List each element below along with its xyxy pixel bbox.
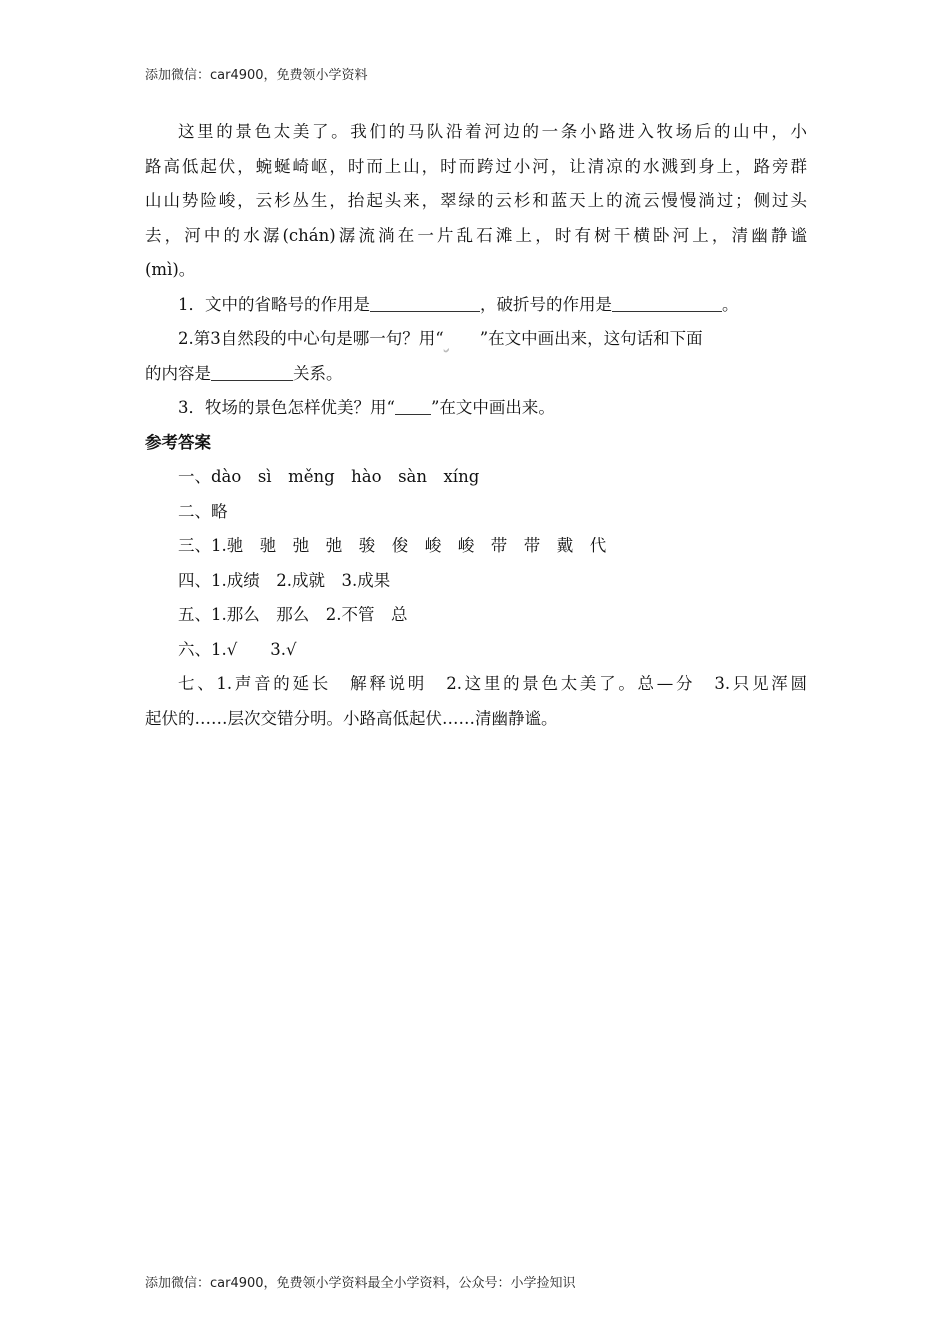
answer-line: 五、1.那么 那么 2.不管 总 [178, 605, 408, 624]
question-text: 。 [722, 294, 739, 314]
question-2-cont [145, 357, 807, 392]
question-text: ”在文中画出来，这句话和下面 [479, 329, 703, 348]
question-text: ，破折号的作用是 [480, 294, 612, 314]
question-text: 关系。 [293, 363, 343, 383]
question-text: 2.第3自然段的中心句是哪一句？用“ [178, 329, 444, 348]
answer-line: 七、1.声音的延长 解释说明 2.这里的景色太美了。总—分 3.只见浑圆 [178, 674, 807, 693]
question-2 [145, 322, 807, 357]
passage-line: 这里的景色太美了。我们的马队沿着河边的一条小路进入牧场后的山中，小 [178, 122, 807, 141]
answer-line: 二、略 [178, 501, 228, 521]
wavy-underline-mark [444, 324, 480, 342]
question-text: ”在文中画出来。 [430, 398, 555, 417]
answer-blank [211, 362, 293, 381]
answer-line: 六、1.√ 3.√ [178, 639, 297, 659]
answer-line: 四、1.成绩 2.成就 3.成果 [178, 570, 391, 590]
answers-heading: 参考答案 [145, 432, 211, 452]
answer-line: 一、dào sì měng hào sàn xíng [178, 467, 480, 486]
answer-line: 起伏的……层次交错分明。小路高低起伏……清幽静谧。 [145, 708, 558, 728]
question-text: 3．牧场的景色怎样优美？用“ [178, 398, 395, 417]
answer-blank [612, 293, 722, 312]
question-3 [145, 391, 807, 426]
passage-line: 山山势险峻，云杉丛生，抬起头来，翠绿的云杉和蓝天上的流云慢慢淌过；侧过头 [145, 191, 807, 210]
underline-mark [395, 396, 431, 415]
question-1 [145, 288, 807, 323]
passage-line: 去，河中的水潺(chán)潺流淌在一片乱石滩上，时有树干横卧河上，清幽静谧 [145, 225, 807, 245]
answer-blank [370, 293, 480, 312]
document-body [145, 115, 807, 736]
passage-line: (mì)。 [145, 260, 196, 279]
page-header: 添加微信：car4900，免费领小学资料 [145, 68, 368, 83]
question-text: 的内容是 [145, 363, 211, 383]
passage-line: 路高低起伏，蜿蜒崎岖，时而上山，时而跨过小河，让清凉的水溅到身上，路旁群 [145, 156, 807, 176]
answer-line: 三、1.驰 驰 弛 弛 骏 俊 峻 峻 带 带 戴 代 [178, 536, 607, 555]
page-footer: 添加微信：car4900，免费领小学资料最全小学资料，公众号：小学捡知识 [145, 1276, 576, 1291]
question-text: 1．文中的省略号的作用是 [178, 294, 370, 314]
